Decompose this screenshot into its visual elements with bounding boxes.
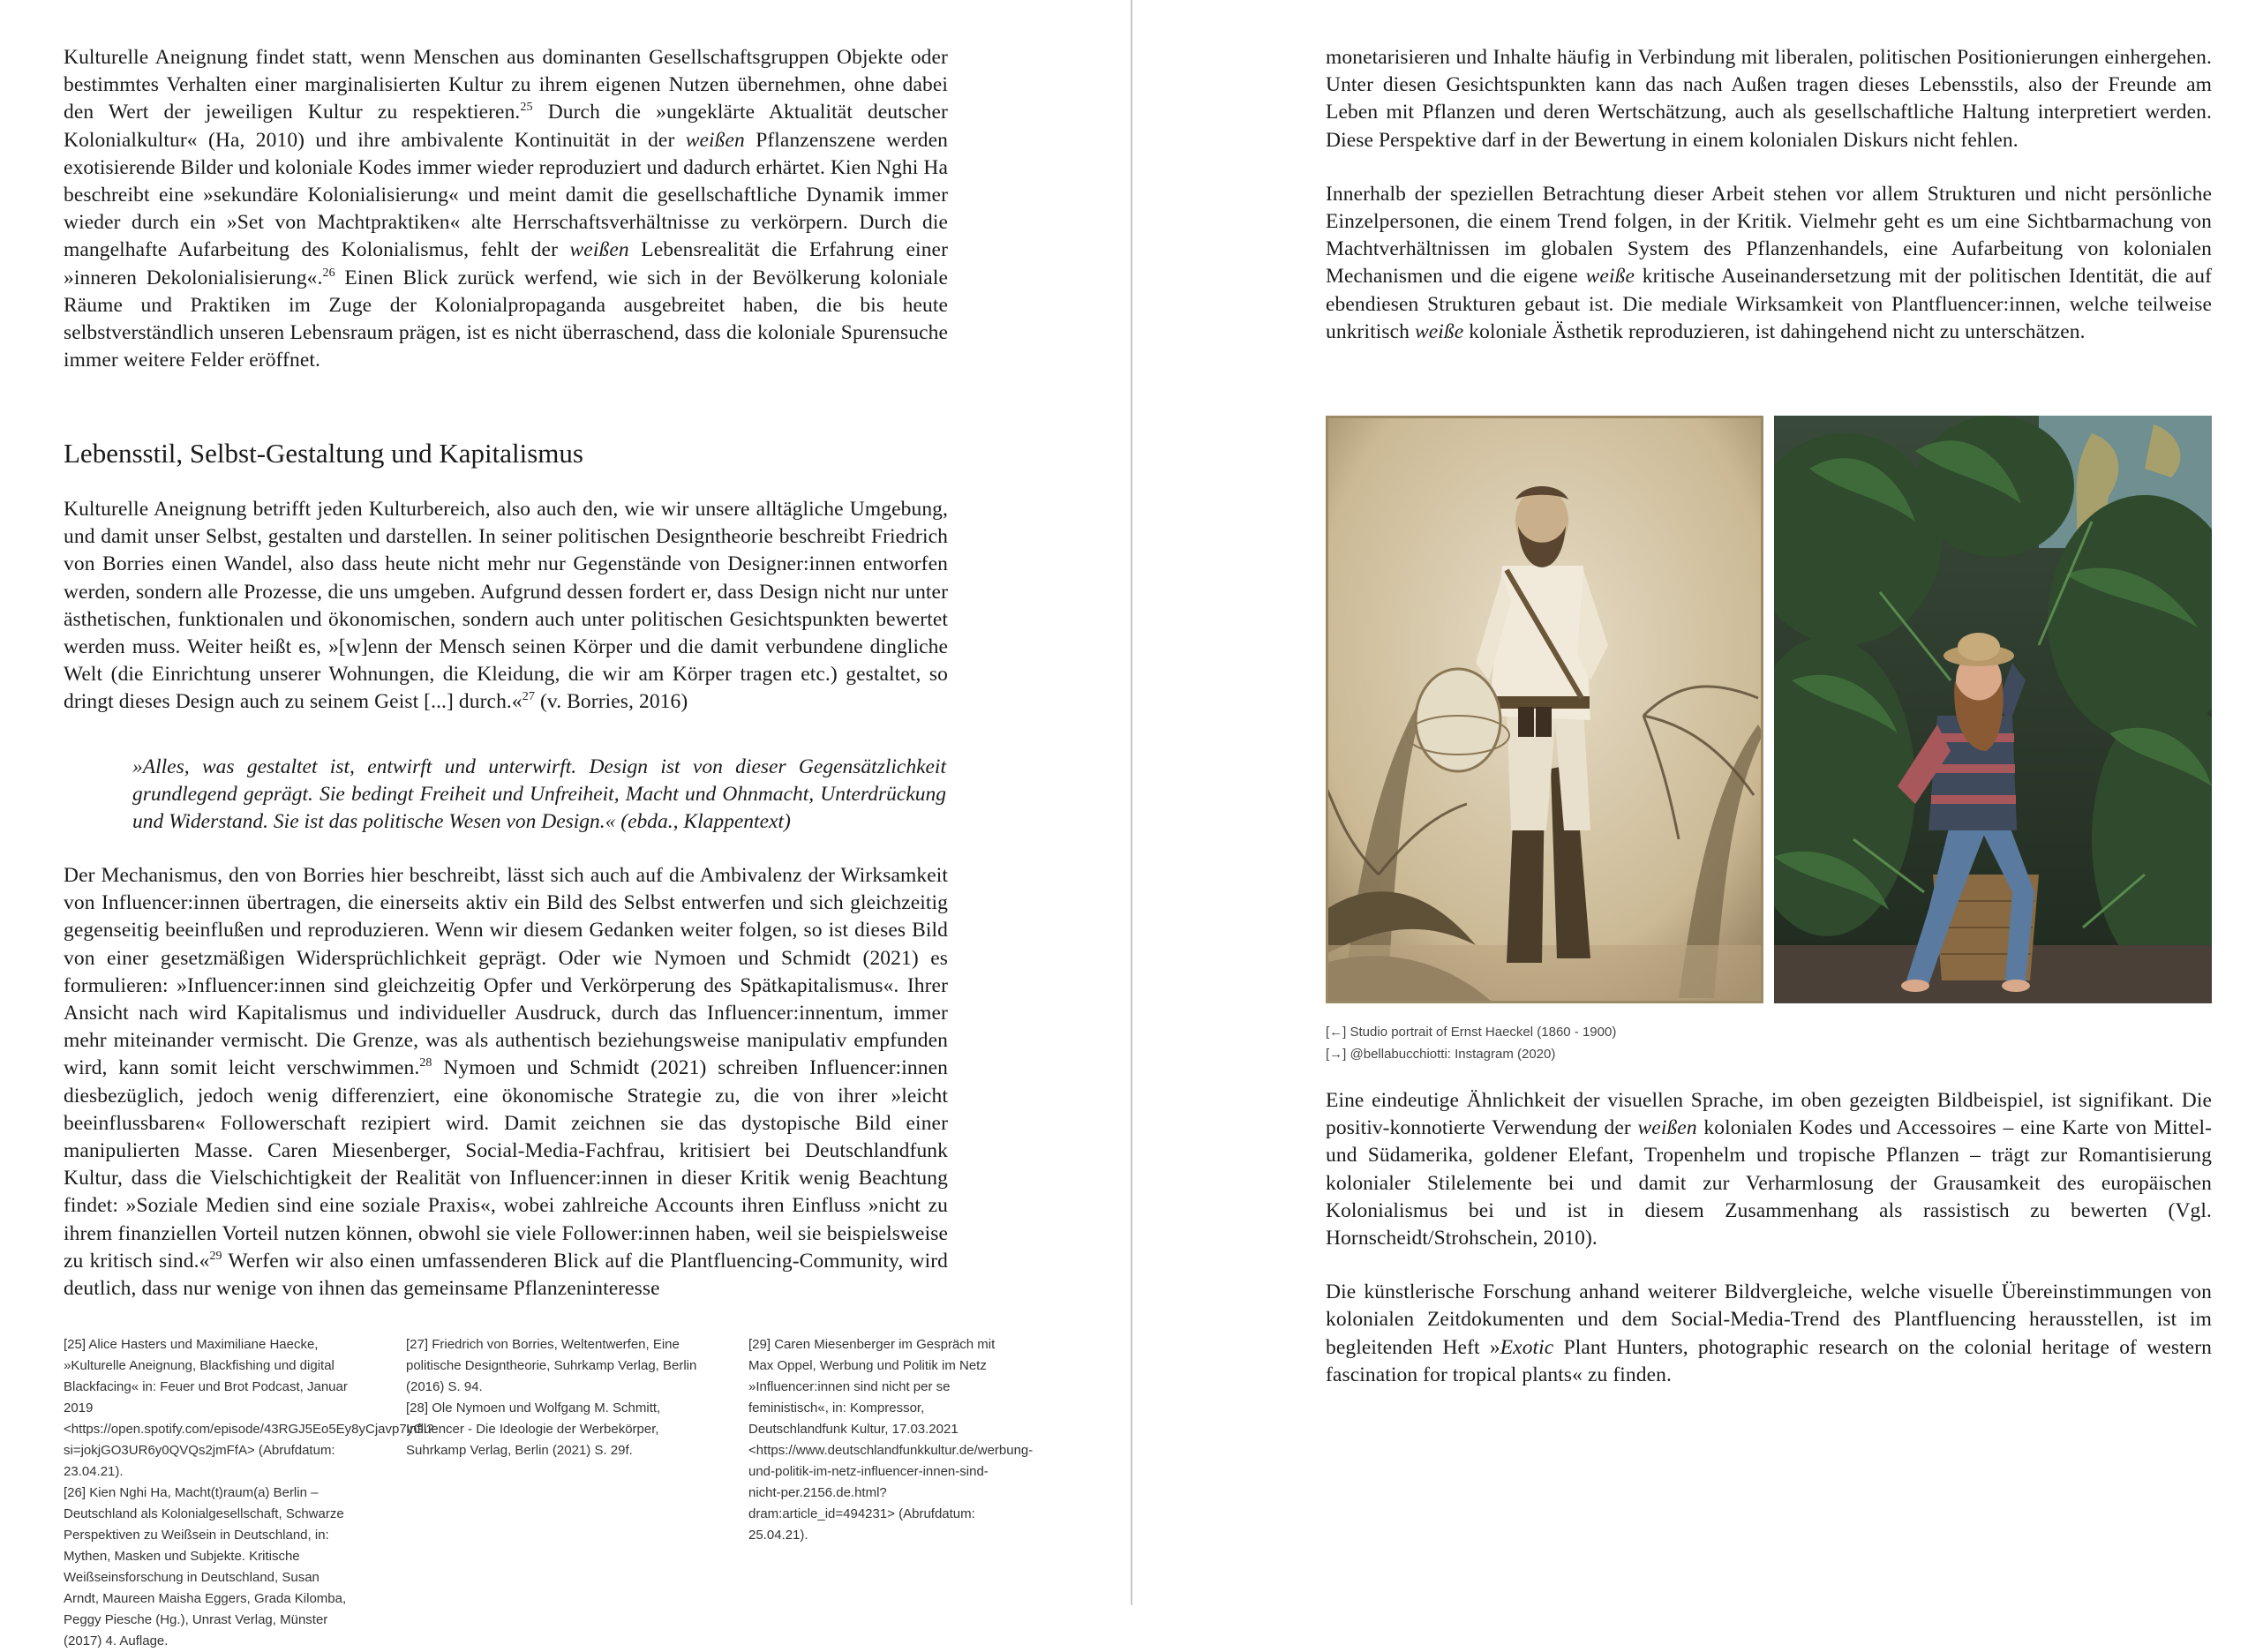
left-text-bottom <box>64 862 948 1303</box>
left-text-middle <box>64 496 948 717</box>
right-text-bottom <box>1326 1087 2212 1389</box>
footnote-25: [25] Alice Hasters und Maximiliane Haecke, »Kulturelle Aneignung, Blackfishing und digital Blackfacing« in: Feuer und Brot Podcast, Januar 2019 <https://open.spotify.com/episode/43RGJ5Eo5Ey8yCjavp7yGl?si=jokjGO3UR6y0QVQs2jmFfA> (Abrufdatum: 23.04.21). <box>64 1337 434 1479</box>
section-heading: Lebensstil, Selbst-Gestaltung und Kapitalismus <box>64 438 583 469</box>
caption-line-right: [→] @bellabucchiotti: Instagram (2020) <box>1326 1047 1556 1062</box>
footnote-column <box>64 1334 434 1652</box>
caption-line-left: [←] Studio portrait of Ernst Haeckel (1860 - 1900) <box>1326 1025 1617 1040</box>
footnote-ref[interactable]: 28 <box>419 1056 432 1070</box>
section-heading-block <box>64 438 948 469</box>
footnote-29: [29] Caren Miesenberger im Gespräch mit Max Oppel, Werbung und Politik im Netz »Influencer:innen sind nicht per se feministisch«, in: Kompressor, Deutschlandfunk Kultur, 17.03.2021 <https://www.deutschlandfunkkultur.de/werbung-und-politik-im-netz-influencer-innen-sind-nicht-per.2156.de.html?dram:article_id=494231> (Abrufdatum: 25.04.21). <box>748 1337 1034 1543</box>
footnote-28: [28] Ole Nymoen und Wolfgang M. Schmitt, Influencer - Die Ideologie der Werbekörper, Suhrkamp Verlag, Berlin (2021) S. 29f. <box>406 1400 661 1458</box>
image-comparison-figure <box>1326 416 2212 1003</box>
block-quote <box>132 754 946 837</box>
plantfluencer-illustration <box>1774 416 2212 1003</box>
figure-caption <box>1326 1021 1943 1065</box>
paragraph-influencer-mechanism: Der Mechanismus, den von Borries hier beschreibt, lässt sich auch auf die Ambivalenz der Wirksamkeit von Influencer:innen übertragen, die einerseits aktiv ein Bild des Selbst entwerfen und sich gleichzeitig gegenseitig beeinflußen und reproduzieren. Wenn wir diesem Gedanken weiter folgen, so ist dieses Bild von einer gesetzmäßigen Widersprüchlichkeit geprägt. Oder wie Nymoen und Schmidt (2021) es formulieren: »Influencer:innen sind gleichzeitig Opfer und Verkörperung des Spätkapitalismus«. Ihrer Ansicht nach wird Kapitalismus und individueller Ausdruck, durch das Influencer:innentum, immer mehr miteinander vermischt. Die Grenze, was als authentisch beziehungsweise manipulativ empfunden wird, kann somit leicht verschwimmen.$^{28}$ Nymoen und Schmidt (2021) schreiben Influencer:innen diesbezüglich, jedoch wenig differenziert, eine ökonomische Strategie zu, die von ihrer »leicht beeinflussbaren« Followerschaft rezipiert wird. Damit zeichnen sie das dystopische Bild einer manipulierten Masse. Caren Miesenberger, Social-Media-Fachfrau, kritisiert bei Deutschlandfunk Kultur, dass die Vielschichtigkeit der Realität von Influencer:innen in dieser Kritik wenig Beachtung findet: »Soziale Medien sind eine soziale Praxis«, wobei zahlreiche Accounts ihren Einfluss »nicht zu ihrem finanziellen Vorteil nutzen können, obwohl sie viele Follower:innen haben, weil sie beispielsweise zu kritisch sind.«$^{29}$ Werfen wir also einen umfassenderen Blick auf die Plantfluencing-Community, wird deutlich, dass nur wenige von ihnen das gemeinsame Pflanzeninteresse <box>64 864 948 1301</box>
haeckel-portrait-illustration <box>1326 416 1763 1003</box>
book-spine-divider <box>1131 0 1132 1605</box>
paragraph-design-theory: Kulturelle Aneignung betrifft jeden Kulturbereich, also auch den, wie wir unsere alltägliche Umgebung, und damit unser Selbst, gestalten und darstellen. In seiner politischen Designtheorie beschreibt Friedrich von Borries einen Wandel, also dass heute nicht mehr nur Gegenstände von Designer:innen entworfen werden, sondern alle Prozesse, die uns umgeben. Aufgrund dessen fordert er, dass Design nicht nur unter ästhetischen, funktionalen und ökonomischen, sondern auch unter politischen Gesichtspunkten bewertet werden muss. Weiter heißt es, »[w]enn der Mensch seinen Körper und die damit verbundene dingliche Welt (die Einrichtung unserer Wohnungen, die Kleidung, die wir am Körper tragen etc.) gestaltet, so dringt dieses Design auch zu seinem Geist [...] durch.«$^{27}$ (v. Borries, 2016) <box>64 498 948 714</box>
right-text-top <box>1326 44 2212 346</box>
footnote-column <box>406 1334 697 1461</box>
quote-text: »Alles, was gestaltet ist, entwirft und unterwirft. Design ist von dieser Gegensätzlichkeit grundlegend geprägt. Sie bedingt Freiheit und Unfreiheit, Macht und Ohnmacht, Unterdrückung und Widerstand. Sie ist das politische Wesen von Design.« (ebda., Klappentext) <box>132 755 946 834</box>
paragraph-artistic-research: Die künstlerische Forschung anhand weiterer Bildvergleiche, welche visuelle Übereinstimmungen von kolonialen Zeitdokumenten und dem Social-Media-Trend des Plantfluencing herausstellen, ist im begleitenden Heft »Exotic Plant Hunters, photographic research on the colonial heritage of western fascination for tropical plants« zu finden. <box>1326 1280 2212 1386</box>
footnote-27: [27] Friedrich von Borries, Weltentwerfen, Eine politische Designtheorie, Suhrkamp Verlag, Berlin (2016) S. 94. <box>406 1337 697 1394</box>
footnote-26: [26] Kien Nghi Ha, Macht(t)raum(a) Berlin – Deutschland als Kolonialgesellschaft, Schwarze Perspektiven zu Weißsein in Deutschland, in: Mythen, Masken und Subjekte. Kritische Weißseinsforschung in Deutschland, Susan Arndt, Maureen Maisha Eggers, Grada Kilomba, Peggy Piesche (Hg.), Unrast Verlag, Münster (2017) 4. Auflage. <box>64 1485 347 1648</box>
paragraph-visual-similarity: Eine eindeutige Ähnlichkeit der visuellen Sprache, im oben gezeigten Bildbeispiel, ist signifikant. Die positiv-konnotierte Verwendung der weißen kolonialen Kodes und Accessoires – eine Karte von Mittel- und Südamerika, goldener Elefant, Tropenhelm und tropische Pflanzen – trägt zur Romantisierung kolonialer Stilelemente bei und damit zur Verharmlosung der Grausamkeit des europäischen Kolonialismus bei und ist in diesem Zusammenhang als rassistisch zu bewerten (Vgl. Hornscheidt/Strohschein, 2010). <box>1326 1089 2212 1250</box>
paragraph-monetization: monetarisieren und Inhalte häufig in Verbindung mit liberalen, politischen Positionierungen einhergehen. Unter diesen Gesichtspunkten kann das nach Außen tragen dieses Lebensstils, also der Freunde am Leben mit Pflanzen und deren Wertschätzung, auch als gesellschaftliche Haltung interpretiert werden. Diese Perspektive darf in der Bewertung in einem kolonialen Diskurs nicht fehlen. <box>1326 46 2212 152</box>
left-text-top <box>64 44 948 374</box>
footnote-ref[interactable]: 29 <box>209 1249 222 1263</box>
plantfluencer-photo <box>1774 416 2212 1003</box>
footnote-column <box>748 1334 1034 1546</box>
footnote-ref[interactable]: 27 <box>522 690 535 704</box>
paragraph-structures: Innerhalb der speziellen Betrachtung dieser Arbeit stehen vor allem Strukturen und nicht persönliche Einzelpersonen, die einem Trend folgen, in der Kritik. Vielmehr geht es um eine Sichtbarmachung von Machtverhältnissen im globalen System des Pflanzenhandels, eine Aufarbeitung von kolonialen Mechanismen und die eigene weiße kritische Auseinandersetzung mit der politischen Identität, die auf ebendiesen Strukturen gebaut ist. Die mediale Wirksamkeit von Plantfluencer:innen, welche teilweise unkritisch weiße koloniale Ästhetik reproduzieren, ist dahingehend nicht zu unterschätzen. <box>1326 182 2212 343</box>
haeckel-portrait-photo <box>1326 416 1763 1003</box>
paragraph-cultural-appropriation: Kulturelle Aneignung findet statt, wenn Menschen aus dominanten Gesellschaftsgruppen Objekte oder bestimmtes Verhalten einer marginalisierten Kultur zu ihrem eigenen Nutzen übernehmen, ohne dabei den Wert der jeweiligen Kultur zu respektieren.$^{25}$ Durch die »ungeklärte Aktualität deutscher Kolonialkultur« (Ha, 2010) und ihre ambivalente Kontinuität in der weißen Pflanzenszene werden exotisierende Bilder und koloniale Kodes immer wieder reproduziert und dadurch erhärtet. Kien Nghi Ha beschreibt eine »sekundäre Kolonialisierung« und meint damit die gesellschaftliche Dynamik immer wieder durch ein »Set von Machtpraktiken« alte Herrschaftsverhältnisse zu verkörpern. Durch die mangelhafte Aufarbeitung des Kolonialismus, fehlt der weißen Lebensrealität die Erfahrung einer »inneren Dekolonialisierung«.$^{26}$ Einen Blick zurück werfend, wie sich in der Bevölkerung koloniale Räume und Praktiken im Zuge der Kolonialpropaganda ausgebreitet haben, die bis heute selbstverständlich unseren Lebensraum prägen, ist es nicht überraschend, dass die koloniale Spurensuche immer weitere Felder eröffnet. <box>64 46 948 372</box>
footnote-ref[interactable]: 25 <box>520 101 533 115</box>
footnote-ref[interactable]: 26 <box>322 266 335 280</box>
